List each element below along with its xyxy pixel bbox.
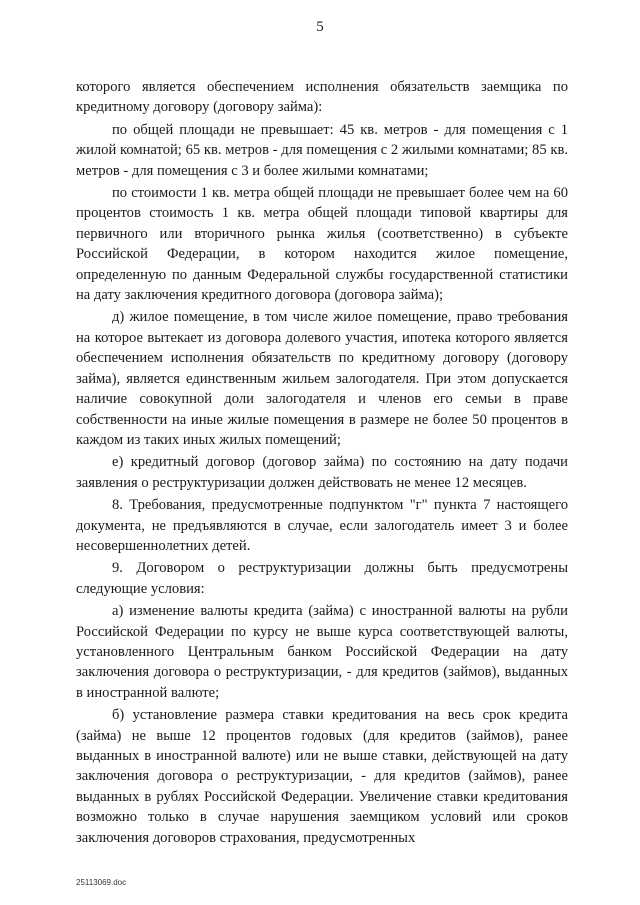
paragraph-price-limit: по стоимости 1 кв. метра общей площади не превышает более чем на 60 процентов стоимость 1 кв. метра общей площади типовой квартиры для первичного или вторичного рынка жилья (соответственно) в субъекте Российской Федерации, в котором находится жилое помещение, определенную по данным Федеральной службы государственной статистики на дату заключения кредитного договора (договора займа); (76, 185, 568, 304)
paragraph-item-e: е) кредитный договор (договор займа) по состоянию на дату подачи заявления о реструктуризации должен действовать не менее 12 месяцев. (76, 454, 568, 491)
paragraph-clause-8: 8. Требования, предусмотренные подпунктом "г" пункта 7 настоящего документа, не предъявляются в случае, если залогодатель имеет 3 и более несовершеннолетних детей. (76, 497, 568, 554)
paragraph-item-b: б) установление размера ставки кредитования на весь срок кредита (займа) не выше 12 процентов годовых (для кредитов (займов), ранее выданных в иностранной валюте) или не выше ставки, действующей на дату заключения договора о реструктуризации, - для кредитов (займов), ранее выданных в рублях Российской Федерации. Увеличение ставки кредитования возможно только в случае нарушения заемщиком условий или сроков заключения договоров страхования, предусмотренных (76, 707, 568, 846)
paragraph-clause-9: 9. Договором о реструктуризации должны быть предусмотрены следующие условия: (76, 560, 568, 597)
document-body (76, 77, 568, 850)
paragraph-continuation: которого является обеспечением исполнения обязательств заемщика по кредитному договору (договору займа): (76, 79, 568, 116)
paragraph-item-a: а) изменение валюты кредита (займа) с иностранной валюты на рубли Российской Федерации по курсу не выше курса соответствующей валюты, установленного Центральным банком Российской Федерации на дату заключения договора о реструктуризации, - для кредитов (займов), выданных в иностранной валюте; (76, 603, 568, 701)
document-footer-code: 25113069.doc (76, 878, 127, 887)
paragraph-item-d: д) жилое помещение, в том числе жилое помещение, право требования на которое вытекает из договора долевого участия, ипотека которого является обеспечением исполнения обязательств по кредитному договору (договору займа), является единственным жильем залогодателя. При этом допускается наличие совокупной доли залогодателя и членов его семьи в праве собственности на иные жилые помещения в размере не более 50 процентов в каждом из таких иных жилых помещений; (76, 309, 568, 448)
page-number: 5 (316, 19, 324, 35)
paragraph-area-limit: по общей площади не превышает: 45 кв. метров - для помещения с 1 жилой комнатой; 65 кв. метров - для помещения с 2 жилыми комнатами; 85 кв. метров - для помещения с 3 и более жилыми комнатами; (76, 121, 568, 179)
